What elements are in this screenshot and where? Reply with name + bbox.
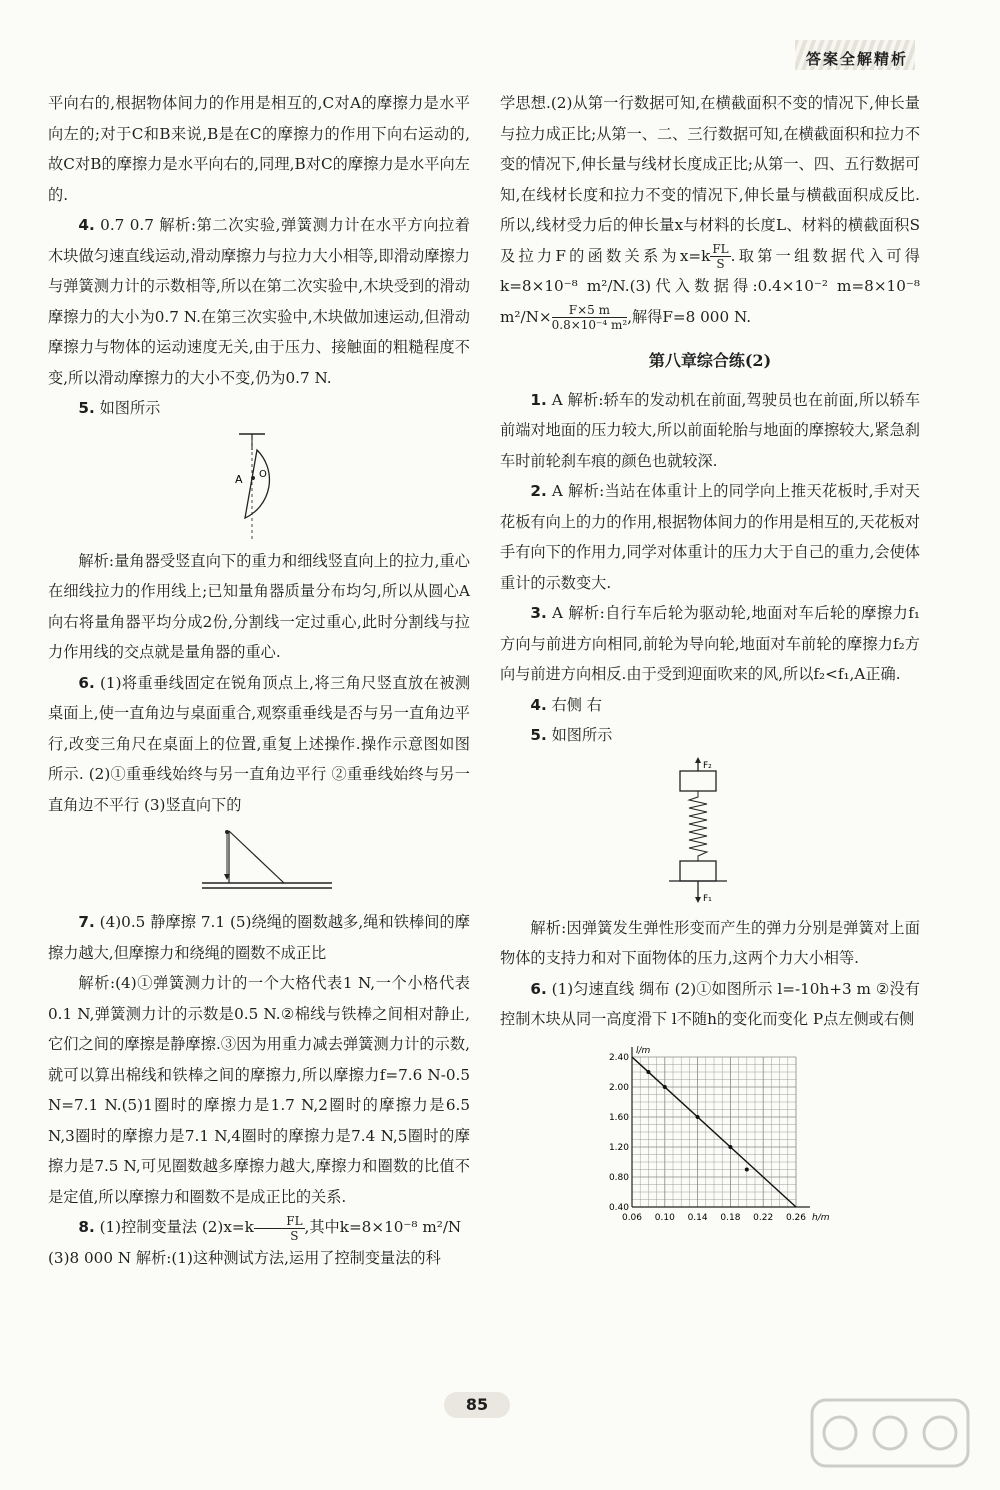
answer-6-number: 6. xyxy=(78,673,95,692)
right-column xyxy=(500,88,920,1237)
r-answer-6-text: (1)匀速直线 绸布 (2)①如图所示 l=-10h+3 m ②没有控制木块从同一高度滑下 l不随h的变化而变化 P点左侧或右侧 xyxy=(500,979,920,1028)
answer-7 xyxy=(48,907,470,968)
answer-5 xyxy=(48,393,470,424)
left-column xyxy=(48,88,470,1273)
x-tick-label: 0.26 xyxy=(785,1212,807,1223)
page-header-title: 答案全解精析 xyxy=(805,50,908,68)
continuation-part-c: ,解得F=8 000 N. xyxy=(627,307,752,326)
fraction-denominator: S xyxy=(716,257,725,271)
y-tick-label: 0.40 xyxy=(608,1202,629,1213)
answer-5-number: 5. xyxy=(78,399,95,417)
r-answer-4 xyxy=(500,690,920,721)
r-answer-1 xyxy=(500,385,920,477)
r-answer-5-text: 如图所示 xyxy=(551,726,613,744)
r-answer-4-text: 右侧 右 xyxy=(551,695,602,714)
fraction-fl-s xyxy=(254,1214,305,1243)
r-answer-5 xyxy=(500,720,920,751)
fraction-denominator: S xyxy=(290,1228,299,1243)
x-tick-label: 0.14 xyxy=(687,1212,708,1223)
x-tick-label: 0.06 xyxy=(621,1212,643,1223)
r-answer-4-number: 4. xyxy=(530,695,547,714)
label-f2: F₂ xyxy=(703,760,712,771)
answer-6 xyxy=(48,668,470,821)
data-point xyxy=(663,1085,667,1089)
y-tick-label: 1.20 xyxy=(608,1142,629,1153)
answer-4-text: 0.7 0.7 解析:第二次实验,弹簧测力计在水平方向拉着木块做匀速直线运动,滑动摩擦力与拉力大小相等,即滑动摩擦力与弹簧测力计的示数相等,所以在第二次实验中,木块受到的滑动摩擦力的大小为0.7 N.在第三次实验中,木块做加速运动,但滑动摩擦力与物体的运动速度无关,由于压力、接触面的粗糙程度不变,所以滑动摩擦力的大小不变,仍为0.7 N. xyxy=(48,216,471,387)
r-answer-5-explanation: 解析:因弹簧发生弹性形变而产生的弹力分别是弹簧对上面物体的支持力和对下面物体的压力,这两个力大小相等. xyxy=(500,918,920,967)
answer-8 xyxy=(48,1212,470,1243)
x-tick-label: 0.18 xyxy=(720,1212,741,1223)
r-answer-3-text: A 解析:自行车后轮为驱动轮,地面对车后轮的摩擦力f₁方向与前进方向相同,前轮为导向轮,地面对车前轮的摩擦力f₂方向与前进方向相反.由于受到迎面吹来的风,所以f₂<f₁,A正确. xyxy=(500,604,920,683)
x-axis-label: h/m xyxy=(812,1212,830,1223)
r-answer-6-number: 6. xyxy=(530,979,547,998)
y-axis-label: l/m xyxy=(636,1045,651,1056)
answer-8-part-a: (1)控制变量法 (2)x=k xyxy=(99,1218,254,1236)
label-o: O xyxy=(259,468,267,480)
x-tick-label: 0.22 xyxy=(753,1212,774,1223)
fraction-numerator: FL xyxy=(254,1214,305,1229)
left-intro-paragraph: 平向右的,根据物体间力的作用是相互的,C对A的摩擦力是水平向左的;对于C和B来说,B是在C的摩擦力的作用下向右运动的,故C对B的摩擦力是水平向右的,同理,B对C的摩擦力是水平向左的. xyxy=(48,94,470,204)
answer-7-explanation: 解析:(4)①弹簧测力计的一个大格代表1 N,一个小格代表0.1 N,弹簧测力计的示数是0.5 N.②棉线与铁棒之间相对静止,它们之间的摩擦是静摩擦.③因为用重力减去弹簧测力计的示数,就可以算出棉线和铁棒之间的摩擦力,所以摩擦力f=7.6 N-0.5 N=7.1 N.(5)1圈时的摩擦力是1.7 N,2圈时的摩擦力是6.5 N,3圈时的摩擦力是7.1 N,4圈时的摩擦力是7.4 N,5圈时的摩擦力是7.5 N,可见圈数越多摩擦力越大,摩擦力和圈数的比值不是定值,所以摩擦力和圈数不是成正比的关系. xyxy=(48,974,470,1206)
fraction-fl-s-2 xyxy=(710,242,730,271)
continuation-part-b: .取第一组数据代入可得k=8×10⁻⁸ m²/N.(3)代入数据得:0.4×10⁻² m=8×10⁻⁸ m²/N× xyxy=(500,246,920,326)
label-f1: F₁ xyxy=(703,893,712,904)
l-h-graph xyxy=(590,1041,830,1231)
fraction-numerator: FL xyxy=(712,242,729,256)
r-answer-2-text: A 解析:当站在体重计上的同学向上推天花板时,手对天花板有向上的力的作用,根据物体间力的作用是相互的,天花板对手有向下的作用力,同学对体重计的压力大于自己的重力,会使体重计的示数变大. xyxy=(500,482,920,592)
data-point xyxy=(646,1070,650,1074)
answer-6-text: (1)将重垂线固定在锐角顶点上,将三角尺竖直放在被测桌面上,使一直角边与桌面重合,观察重垂线是否与另一直角边平行,改变三角尺在桌面上的位置,重复上述操作.操作示意图如图所示. (2)①重垂线始终与另一直角边平行 ②重垂线始终与另一直角边不平行 (3)竖直向下的 xyxy=(48,673,471,814)
y-tick-label: 2.00 xyxy=(608,1082,629,1093)
protractor-figure xyxy=(199,430,319,540)
fraction-denominator: 0.8×10⁻⁴ m² xyxy=(551,318,628,332)
data-point xyxy=(728,1145,732,1149)
data-point xyxy=(696,1115,700,1119)
r-answer-3-number: 3. xyxy=(530,604,547,622)
y-tick-label: 1.60 xyxy=(608,1112,629,1123)
r-answer-5-number: 5. xyxy=(530,726,547,744)
spring-figure xyxy=(665,757,755,907)
answer-8-part-c: (3)8 000 N 解析:(1)这种测试方法,运用了控制变量法的科 xyxy=(48,1248,441,1267)
right-continuation xyxy=(500,88,920,332)
y-tick-label: 0.80 xyxy=(608,1172,629,1183)
r-answer-1-number: 1. xyxy=(530,390,547,409)
watermark-logo xyxy=(810,1398,970,1468)
data-point xyxy=(745,1167,749,1171)
fraction-numerator: F×5 m xyxy=(552,303,628,318)
y-tick-label: 2.40 xyxy=(608,1052,629,1063)
r-answer-2 xyxy=(500,476,920,598)
answer-8-part-b: ,其中k=8×10⁻⁸ m²/N xyxy=(304,1218,462,1236)
r-answer-3 xyxy=(500,598,920,690)
page-number: 85 xyxy=(444,1392,510,1418)
r-answer-6 xyxy=(500,974,920,1035)
label-a: A xyxy=(235,472,243,486)
triangle-plumb-figure xyxy=(184,826,334,901)
answer-5-explanation: 解析:量角器受竖直向下的重力和细线竖直向上的拉力,重心在细线拉力的作用线上;已知量角器质量分布均匀,所以从圆心A向右将量角器平均分成2份,分割线一定过重心,此时分割线与拉力作用线的交点就是量角器的重心. xyxy=(48,551,470,661)
continuation-part-a: 学思想.(2)从第一行数据可知,在横截面积不变的情况下,伸长量与拉力成正比;从第一、二、三行数据可知,在横截面积和拉力不变的情况下,伸长量与线材长度成正比;从第一、四、五行数据可知,在线材长度和拉力不变的情况下,伸长量与横截面积成反比.所以,线材受力后的伸长量x与材料的长度L、材料的横截面积S及拉力F的函数关系为x=k xyxy=(500,94,921,265)
section-title: 第八章综合练(2) xyxy=(648,351,772,370)
r-answer-1-text: A 解析:轿车的发动机在前面,驾驶员也在前面,所以轿车前端对地面的压力较大,所以前面轮胎与地面的摩擦较大,紧急刹车时前轮刹车痕的颜色也就较深. xyxy=(500,390,921,470)
answer-8-number: 8. xyxy=(78,1218,95,1236)
x-tick-label: 0.10 xyxy=(654,1212,675,1223)
answer-7-text: (4)0.5 静摩擦 7.1 (5)绕绳的圈数越多,绳和铁棒间的摩擦力越大,但摩擦力和绕绳的圈数不成正比 xyxy=(48,913,470,962)
answer-4-number: 4. xyxy=(78,216,95,234)
answer-7-number: 7. xyxy=(78,913,95,931)
fraction-force xyxy=(552,303,628,332)
answer-4 xyxy=(48,210,470,393)
answer-5-text: 如图所示 xyxy=(99,399,161,417)
r-answer-2-number: 2. xyxy=(530,482,547,500)
